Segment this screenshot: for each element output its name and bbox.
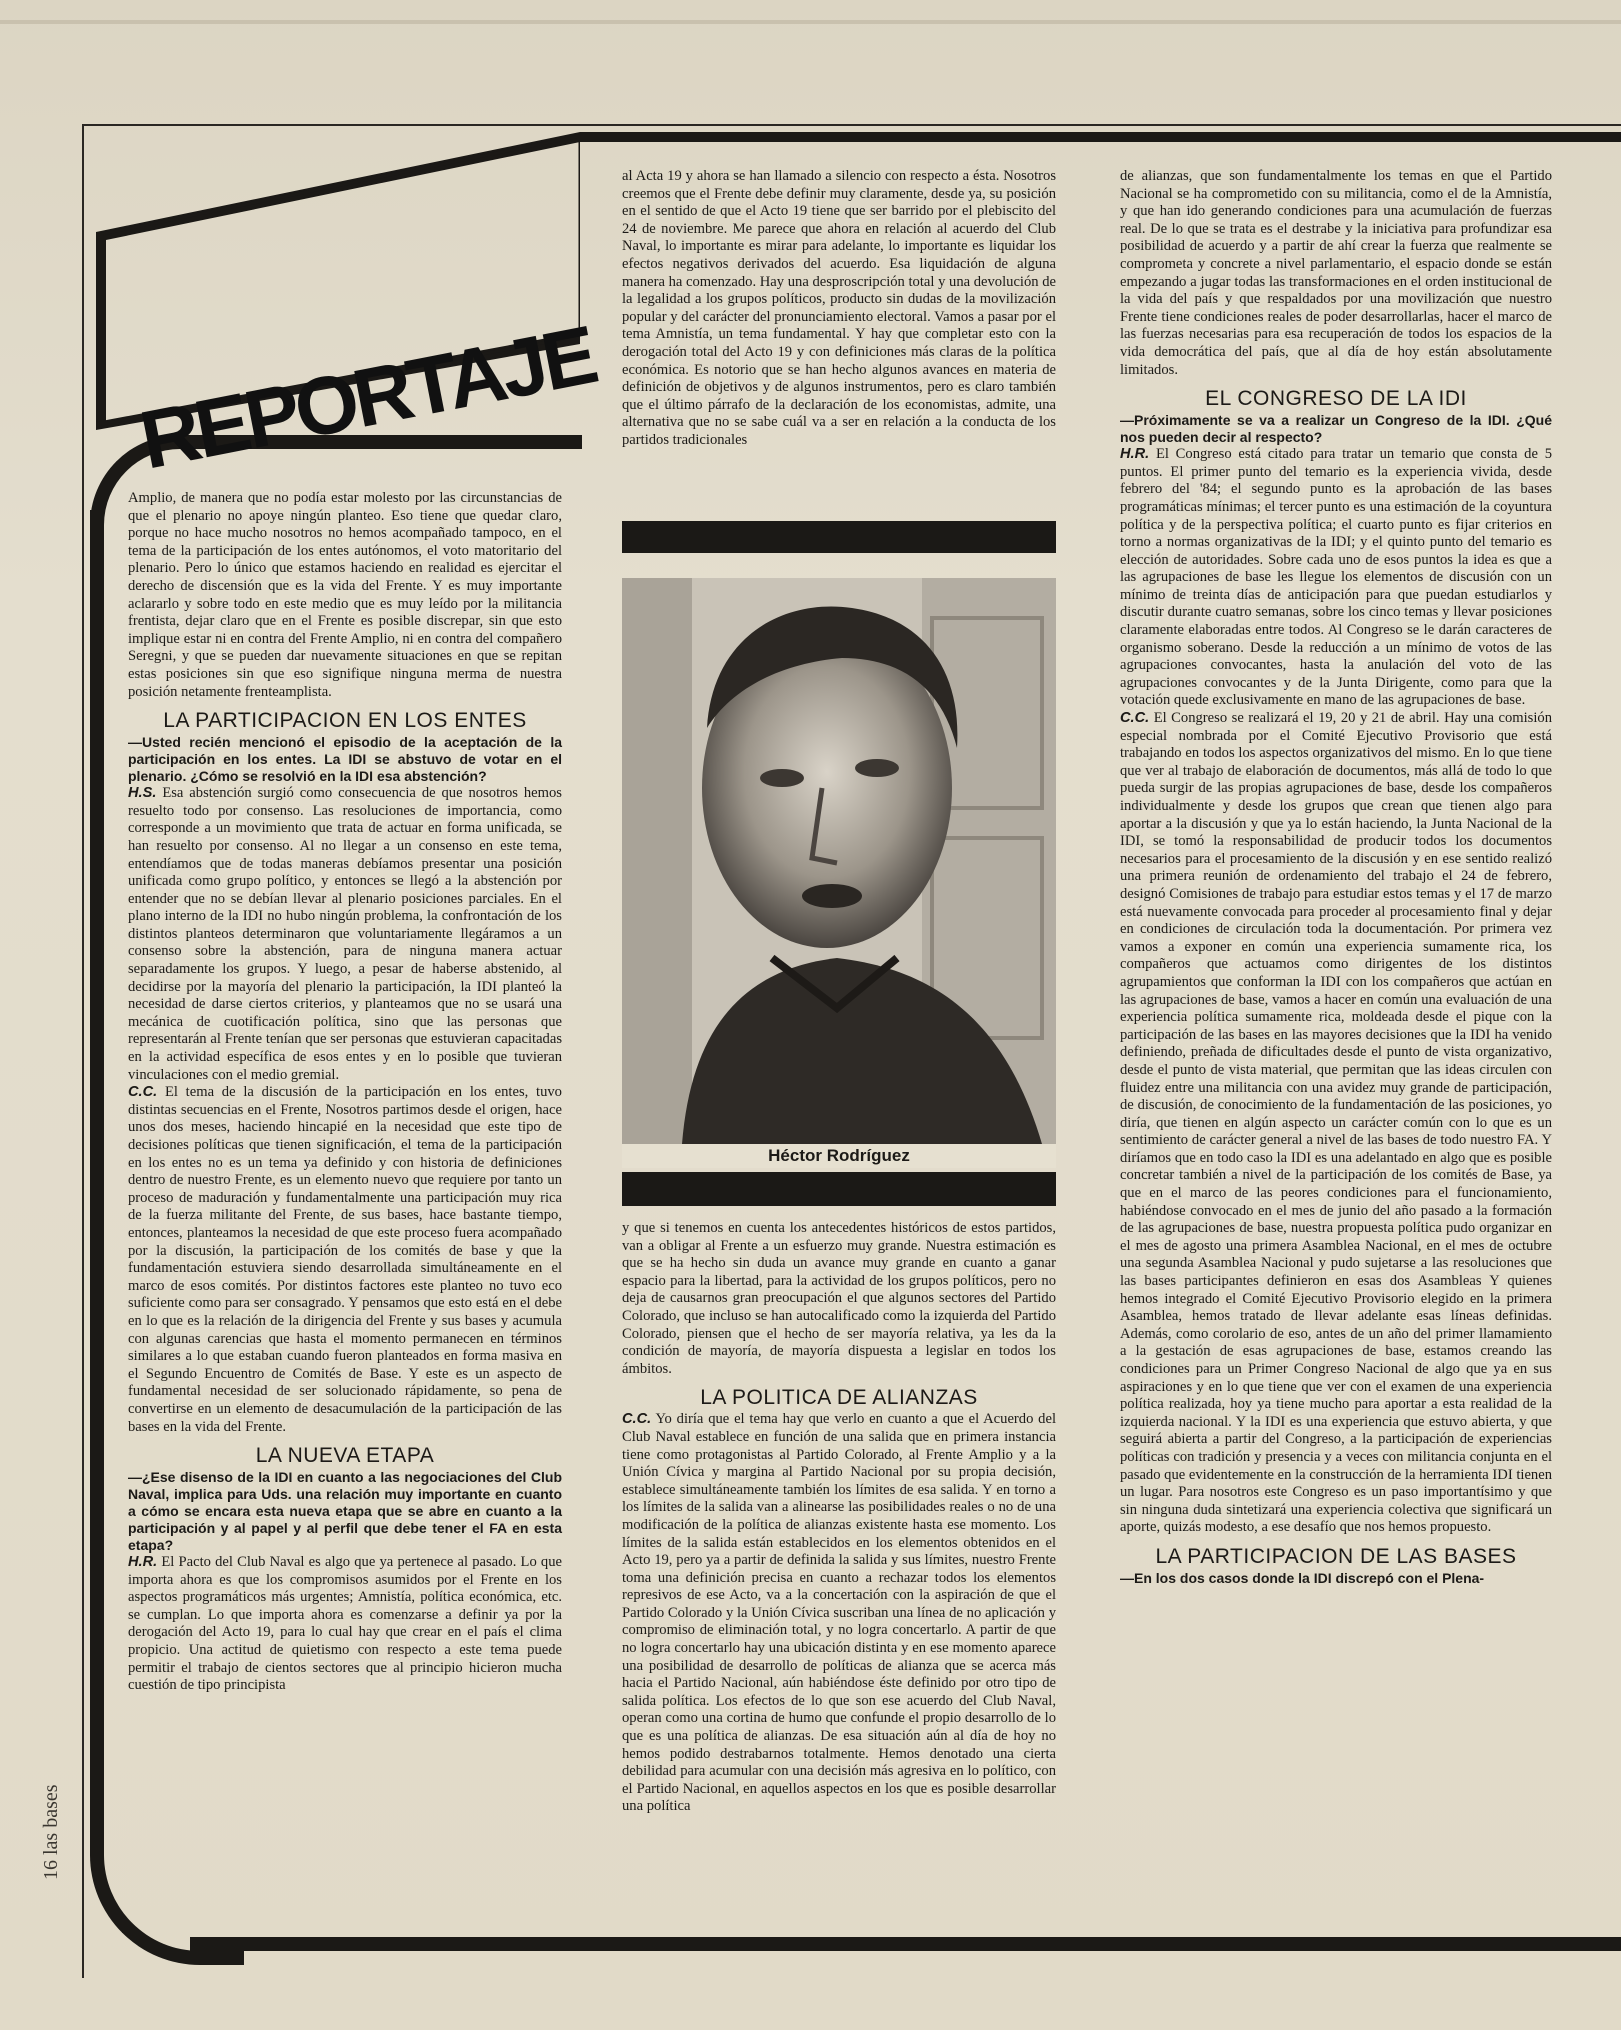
question-entes: —Usted recién mencionó el episodio de la aceptación de la participación en los entes. La IDI se abstuvo de votar en el plenario. ¿Cómo se resolvió en la IDI esa abstención? xyxy=(128,734,562,785)
page-folio: 16 las bases xyxy=(40,1784,62,1880)
column-3 xyxy=(1120,168,1552,1587)
continued-paragraph: al Acta 19 y ahora se han llamado a silencio con respecto a ésta. Nosotros creemos que el Frente debe definir muy claramente, desde ya, su posición en el sentido de que el Acto 19 tiene que ser barrido por el plebiscito del 24 de noviembre. Me parece que ahora en relación al acuerdo del Club Naval, lo importante es mirar para adelante, lo importante es liquidar los efectos negativos derivados del acuerdo. Esa liquidación de alguna manera ha comenzado. Hay una desproscripción total y una devolución de la legalidad a los grupos políticos, producto sin dudas de la movilización popular y del carácter del pronunciamiento electoral. Vamos a pasar por el tema Amnistía, un tema fundamental. Y hay que completar esto con la derogación total del Acto 19 y con definiciones más claras de la política económica. Es notorio que se han hecho algunos avances en materia de definición de objetivos y de algunos instrumentos, pero es claro también que el último párrafo de la declaración de los economistas, admite, una alternativa que no se sabe cuál va a ser en relación a la conducta de los partidos tradicionales xyxy=(622,168,1057,448)
answer-text: Yo diría que el tema hay que verlo en cuanto a que el Acuerdo del Club Naval establece en función de una salida que en primera instancia tiene como protagonistas al Partido Colorado, al Frente Amplio y a la Unión Cívica y margina al Partido Nacional por su propia decisión, establece simultáneamente también los límites de esa salida. Y en torno a los límites de la salida van a alinearse las posibilidades reales o no de una modificación de la política de alianzas existente hasta ese momento. Los límites de la salida están establecidos en los elementos obtenidos en el Acto 19, pero ya a partir de definida la salida y sus límites, nuestro Frente toma una definición precisa en cuanto a rechazar todos los elementos represivos de ese Acto, va a la concertación con la aspiración de que el Partido Colorado y la Unión Cívica suscriban una línea de no aplicación y compromiso de eliminación total, y no logra concertarlo. A partir de que no logra concertarlo hay una ubicación distinta y en ese momento aparece una posibilidad de desarrollo de políticas de alianza que se acerca más hacia el Partido Nacional, aún habiéndose éste definido por otro tipo de salida política. Los efectos de lo que son ese acuerdo del Club Naval, operan como una cortina de humo que confunde el propio desarrollo de lo que es una política de alianzas. De esa situación aún al día de hoy no hemos podido destrabarnos totalmente. Hemos denotado una cierta debilidad para acumular con una decisión más agresiva en lo político, con el Partido Nacional, en aquellos aspectos en los que es posible desarrollar una política xyxy=(622,1411,1057,1815)
section-heading-entes: LA PARTICIPACION EN LOS ENTES xyxy=(163,709,527,733)
continued-paragraph: y que si tenemos en cuenta los antecedentes históricos de estos partidos, van a obligar al Frente a un esfuerzo muy grande. Nuestra estimación es que se ha hecho sin duda un avance muy grande en cuanto a ganar espacio para la libertad, para la actividad de los grupos políticos, pero no deja de causarnos gran preocupación el que algunos sectores del Partido Colorado, que incluso se han autocalificado como la izquierda del Partido Colorado, piensen que el hecho de ser mayoría relativa, ya les da la condición de mayoría, de mayoría dispuesta a legislar en todos los ámbitos. xyxy=(622,1220,1056,1377)
column-1 xyxy=(128,490,562,1695)
photo-top-bar xyxy=(622,521,1056,553)
question-nueva-etapa: —¿Ese disenso de la IDI en cuanto a las negociaciones del Club Naval, implica para Uds. una relación muy importante en cuanto a cómo se encara esta nueva etapa que se abre en cuanto a la participación y al papel y al perfil que debe tener el FA en esta etapa? xyxy=(128,1469,562,1554)
answer-hr xyxy=(1120,446,1552,710)
answer-text: Esa abstención surgió como consecuencia de que nosotros hemos resuelto todo por consenso. Las resoluciones de importancia, como corresponde a un movimiento que trata de actuar en forma unificada, se han resuelto por consenso. Al no llegar a un consenso en este tema, entendíamos que de todas maneras debíamos presentar una posición unificada como grupo político, y entonces se llegó a la abstención por entender que no se debían llevar al plenario posiciones parciales. En el plano interno de la IDI no hubo ningún problema, la confrontación de los distintos planteos determinaron que voluntariamente llegáramos a un consenso sobre la abstención, para de ninguna manera actuar separadamente los grupos. Y luego, a pesar de haberse abstenido, al decidirse por la mayoría del plenario la participación, la IDI planteó la necesidad de darse ciertos criterios, y planteamos que no se usará una mecánica de cuotificación política, sino que las personas que representarán al Frente tenían que ser personas que estuvieran capacitadas en la actividad específica de esos entes y en lo posible que tuvieran vinculaciones con el medio gremial. xyxy=(128,785,562,1083)
photo-bottom-bar xyxy=(622,1172,1056,1206)
photo-caption: Héctor Rodríguez xyxy=(622,1144,1056,1168)
question-congreso: —Próximamente se va a realizar un Congreso de la IDI. ¿Qué nos pueden decir al respecto? xyxy=(1120,412,1552,446)
answer-hr xyxy=(128,1554,562,1695)
column-2-bottom xyxy=(622,1220,1056,1816)
answer-cc xyxy=(128,1084,562,1436)
page-fold-line xyxy=(0,20,1621,24)
speaker-initials: C.C. xyxy=(622,1411,652,1428)
speaker-initials: H.R. xyxy=(1120,446,1150,463)
section-heading-alianzas: LA POLITICA DE ALIANZAS xyxy=(700,1386,978,1410)
continued-paragraph: de alianzas, que son fundamentalmente los temas en que el Partido Nacional se ha comprometido con su militancia, como el de la Amnistía, y que han ido generando condiciones para una acumulación de fuerzas real. De lo que se trata es el destrabe y la iniciativa para profundizar esa posibilidad de acuerdo y a partir de ahí crear la fuerza que realmente se comprometa y concrete a nivel parlamentario, el espacio donde se están empezando a jugar todas las transformaciones en el orden institucional de la vida del país y que respaldados por una movilización que nuestro Frente tiene condiciones reales de poder desarrollarlas, hacer el marco de las fuerzas necesarias para esa recuperación de todos los espacios de la vida democrática del país, que al día de hoy están absolutamente limitados. xyxy=(1120,168,1552,378)
question-bases: —En los dos casos donde la IDI discrepó con el Plena- xyxy=(1120,1569,1485,1586)
section-heading-nueva-etapa: LA NUEVA ETAPA xyxy=(255,1444,435,1468)
speaker-initials: H.S. xyxy=(128,785,157,802)
left-rule xyxy=(90,510,104,1840)
answer-cc xyxy=(1120,710,1552,1537)
reportaje-banner xyxy=(96,132,602,487)
answer-text: El Pacto del Club Naval es algo que ya pertenece al pasado. Lo que importa ahora es que los compromisos asumidos por el Frente en los aspectos programáticos más urgentes; Amnistía, política económica, etc. se cumplan. Lo que importa ahora es comenzarse a definir ya por la derogación del Acto 19, para lo cual hay que crear en el país el clima propicio. Una actitud de quietismo con respecto a este tema puede permitir el trabajo de cientos sectores que al principio hicieron mucha cuestión de tipo principista xyxy=(128,1554,562,1694)
section-heading-congreso: EL CONGRESO DE LA IDI xyxy=(1205,387,1467,411)
speaker-initials: C.C. xyxy=(1120,710,1150,727)
answer-cc xyxy=(622,1411,1056,1816)
top-rule xyxy=(580,132,1621,142)
portrait-image xyxy=(622,578,1056,1144)
answer-hs xyxy=(128,785,562,1084)
intro-paragraph: Amplio, de manera que no podía estar molesto por las circunstancias de que el plenario no apoye ningún planteo. Eso tiene que quedar claro, porque no hace mucho nosotros no hemos acompañado tampoco, en el tema de la participación de los entes autónomos, el voto matoritario del plenario. Pero lo único que estamos haciendo en realidad es ejercitar el derecho de discensión que es la vida del Frente. Y es muy importante aclararlo y sobre todo en este medio que es muy leído por la militancia frentista, dejar claro que en el Frente es posible discrepar, sin que esto implique estar ni en contra del Frente Amplio, ni en contra del compañero Seregni, y que se pueden dar nuevamente situaciones en que se repitan estas posiciones sin que eso signifique ninguna merma de nuestra posición netamente frenteamplista. xyxy=(128,490,562,700)
speaker-initials: H.R. xyxy=(128,1554,158,1571)
section-title: REPORTAJE xyxy=(133,309,602,487)
portrait-photo xyxy=(622,578,1056,1144)
answer-text: El Congreso se realizará el 19, 20 y 21 de abril. Hay una comisión especial nombrada por el Comité Ejecutivo Provisorio que está trabajando en todos los aspectos organizativos del mismo. En lo que tiene que ver al trabajo de elaboración de documentos, más allá de todo lo que pueda surgir de las propias agrupaciones de base, desde los compañeros individualmente y desde los grupos que crean que tienen algo para aportar a la discusión y que ya lo están haciendo, la Junta Nacional de la IDI, se tomó la responsabilidad de producir todos los documentos necesarios para el procesamiento de la discusión y en ese sentido realizó una primera reunión de ordenamiento del trabajo el 24 de febrero, designó Comisiones de trabajo para estudiar estos temas y el 17 de marzo está nuevamente convocada para proceder al procesamiento final y dejar en condiciones de circulación toda la documentación. Por primera vez vamos a exponer en común una experiencia sumamente rica, los compañeros que actuamos como dirigentes de los distintos agrupamientos que conforman la IDI con los compañeros que actúan en las agrupaciones de base, vamos a hacer en común una evaluación de una experiencia política sumamente rica, moldeada desde el pique con la participación de las bases en las mayores decisiones que la IDI ha venido definiendo, preñada de dificultades desde el punto de vista organizativo, desde el punto de vista material, que permitan que las ideas circulen con fluidez entre una militancia con una avidez muy grande de participación, de discusión, de conocimiento de la fundamentación de las posiciones, yo diría, que tienen en algún aspecto un carácter común con lo que es un sentimiento de carácter general a nivel de las bases de todo nuestro FA. Y diríamos que en todo caso la IDI es una adelantado en algo que es posible concretar también a nivel de la participación de los comités de Base, ya que en el marco de las peores condiciones para el funcionamiento, habiéndose convocado en el mes de junio del año pasado a la formación de las agrupaciones de base, nuestra propuesta política pudo organizar en el mes de agosto una primera Asamblea Nacional, en el mes de octubre una segunda Asamblea Nacional y pudo sujetarse a las resoluciones que las bases participantes definieron en esas dos Asambleas Y quienes hemos integrado el Comité Ejecutivo Provisorio elegido en la primera Asamblea, hemos tratado de llevar adelante esas líneas definidas. Además, como corolario de eso, antes de un año del primer llamamiento a la gestación de esas agrupaciones de base, estamos creando las condiciones para un Primer Congreso Nacional de algo que ya en sus aspiraciones y en lo que tiene que ver con el examen de una experiencia política realizada, hoy ya tiene mucho para aportar a esta realidad de la izquierda nacional. Y la IDI es una experiencia que estuvo abierta, y que seguirá abierta a partir del Congreso, a la participación de experiencias políticas con tradición y presencia y a veces con militancia conjunta en el pasado que evidentemente en la construcción de la herramienta IDI tienen un lugar. Para nosotros este Congreso es un paso importantísimo y que sin ninguna duda sintetizará una experiencia colectiva que significará un aporte, quizás modesto, a ese desafío que nos hemos propuesto. xyxy=(1120,710,1552,1536)
section-heading-bases: LA PARTICIPACION DE LAS BASES xyxy=(1155,1544,1517,1568)
column-2-top xyxy=(622,168,1056,450)
answer-text: El tema de la discusión de la participación en los entes, tuvo distintas secuencias en el Frente, Nosotros partimos desde el origen, hace unos dos meses, haciendo hincapié en la necesidad que este tipo de decisiones políticas que tienen significación, el tema de la participación en los entes no es un tema ya definido y con historia de definiciones dentro de nuestro Frente, es un elemento nuevo que requiere por tanto un proceso de maduración y fundamentalmente una participación muy rica de la fuerza militante del Frente, de sus bases, hace bastante tiempo, entonces, planteamos la necesidad de que este proceso fuera acompañado por la discusión, la participación de los comités de base y que la fundamentación estuviera siendo desarrollada simultáneamente en el marco de esos comités. Por distintos factores este planteo no tuvo eco suficiente como para ser consagrado. Y pensamos que esto está en el debe en lo que es la relación de la dirigencia del Frente y sus bases y acumula con algunas carencias que hasta el momento permanecen en términos similares a lo que estaban cuando fueron planteados en forma masiva en el Segundo Encuentro de Comités de Base. Y este es un aspecto de fundamental necesidad de ser solucionado rápidamente, so pena de convertirse en un elemento de desacumulación de la participación de las bases en la vida del Frente. xyxy=(128,1084,562,1435)
answer-text: El Congreso está citado para tratar un temario que consta de 5 puntos. El primer punto del temario es la experiencia vivida, desde febrero del '84; el segundo punto es la aprobación de las bases programáticas mínimas; el tercer punto es una estimación de la coyuntura política y de la perspectiva política; el cuarto punto es fijar criterios en torno a normas organizativas de la IDI; y el quinto punto del temario es elección de autoridades. Sobre cada uno de esos puntos la idea es que a las agrupaciones de base les llegue los elementos de discusión con un mínimo de treinta días de anticipación para que puedan estudiarlos y discutir durante cuatro semanas, sobre los cinco temas y llevar posiciones claramente elaboradas entre todos. Al Congreso se le darán caracteres de organismo soberano. Desde la reducción a un mínimo de votos de las agrupaciones convocantes, hasta la anulación del voto de las agrupaciones convocantes y de la Junta Dirigente, como para que la votación quede exclusivamente en mano de las agrupaciones de base. xyxy=(1120,446,1552,709)
bottom-rule xyxy=(190,1937,1621,1951)
speaker-initials: C.C. xyxy=(128,1084,158,1101)
